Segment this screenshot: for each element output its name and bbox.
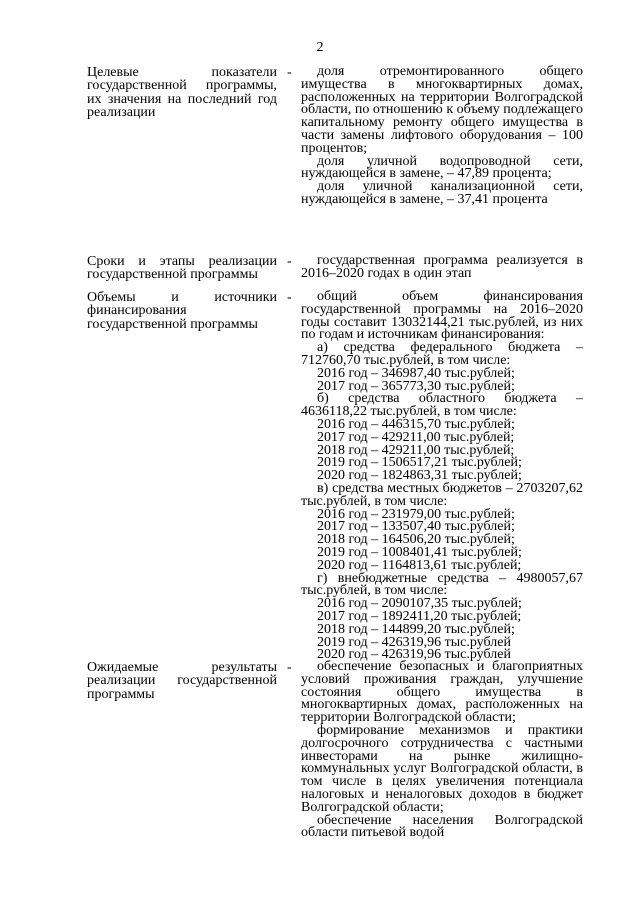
section-label: Сроки и этапы реализации государственной программы bbox=[87, 254, 277, 283]
section-label: Объемы и источники финансирования государственной программы bbox=[87, 290, 277, 332]
section-body bbox=[301, 255, 583, 281]
funding-year-line: 2016 год – 2090107,35 тыс.рублей; bbox=[317, 596, 522, 612]
funding-year-line: 2019 год – 1008401,41 тыс.рублей; bbox=[317, 544, 522, 560]
separator-dash: - bbox=[287, 254, 292, 269]
section-paragraph: общий объем финансирования государственной программы на 2016–2020 годы составит 13032144,21 тыс.рублей, из них по годам и источникам финансирования: bbox=[301, 289, 583, 343]
funding-year-line: 2020 год – 1164813,61 тыс.рублей; bbox=[317, 557, 522, 573]
funding-year-line: 2017 год – 365773,30 тыс.рублей; bbox=[317, 378, 515, 394]
section-body bbox=[301, 661, 583, 840]
separator-dash: - bbox=[287, 290, 292, 305]
section-paragraph: формирование механизмов и практики долгосрочного сотрудничества с частными инвесторами на рынке жилищно-коммунальных услуг Волгоградской области, в том числе в целях увеличения потенциала налоговых и неналоговых доходов в бюджет Волгоградской области; bbox=[301, 722, 583, 815]
section-paragraph: г) внебюджетные средства – 4980057,67 тыс.рублей, в том числе: bbox=[301, 570, 583, 599]
funding-year-line: 2017 год – 1892411,20 тыс.рублей; bbox=[317, 608, 522, 624]
section-funding bbox=[87, 289, 583, 663]
section-paragraph: обеспечение безопасных и благоприятных условий проживания граждан, улучшение состояния общего имущества в многоквартирных домах, расположенных на территории Волгоградской области; bbox=[301, 659, 583, 726]
separator-dash: - bbox=[287, 660, 292, 675]
funding-year-line: 2019 год – 426319,96 тыс.рублей bbox=[317, 634, 511, 650]
section-paragraph: доля отремонтированного общего имущества в многоквартирных домах, расположенных на территории Волгоградской области, по отношению к объему подлежащего капитальному ремонту общего имущества в части замены лифтового оборудования – 100 процентов; bbox=[301, 64, 583, 156]
section-label: Целевые показатели государственной программы, их значения на последний год реализации bbox=[87, 65, 277, 121]
section-label: Ожидаемые результаты реализации государственной программы bbox=[87, 660, 277, 702]
funding-year-line: 2016 год – 231979,00 тыс.рублей; bbox=[317, 506, 515, 522]
section-paragraph: обеспечение населения Волгоградской области питьевой водой bbox=[301, 812, 583, 841]
section-paragraph: а) средства федерального бюджета – 712760,70 тыс.рублей, в том числе: bbox=[301, 340, 583, 368]
page-number: 2 bbox=[316, 40, 324, 55]
funding-year-line: 2018 год – 429211,00 тыс.рублей; bbox=[317, 442, 515, 458]
section-body bbox=[301, 66, 583, 207]
section-paragraph: в) средства местных бюджетов – 2703207,62 тыс.рублей, в том числе: bbox=[301, 480, 583, 509]
funding-year-line: 2018 год – 164506,20 тыс.рублей; bbox=[317, 532, 515, 548]
funding-year-line: 2020 год – 1824863,31 тыс.рублей; bbox=[317, 468, 522, 484]
section-paragraph: доля уличной канализационной сети, нуждающейся в замене, – 37,41 процента bbox=[301, 179, 583, 207]
funding-year-line: 2017 год – 133507,40 тыс.рублей; bbox=[317, 519, 515, 535]
separator-dash: - bbox=[287, 65, 292, 80]
section-paragraph: государственная программа реализуется в 2016–2020 годах в один этап bbox=[301, 253, 583, 281]
funding-year-line: 2017 год – 429211,00 тыс.рублей; bbox=[317, 429, 515, 445]
funding-year-line: 2019 год – 1506517,21 тыс.рублей; bbox=[317, 455, 522, 471]
section-body bbox=[301, 291, 583, 662]
funding-year-line: 2016 год – 346987,40 тыс.рублей; bbox=[317, 365, 515, 381]
funding-year-line: 2016 год – 446315,70 тыс.рублей; bbox=[317, 416, 515, 432]
section-expected-results bbox=[87, 661, 583, 871]
section-terms-stages bbox=[87, 255, 583, 285]
section-target-indicators bbox=[87, 66, 583, 246]
funding-year-line: 2020 год – 426319,96 тыс.рублей bbox=[317, 647, 511, 663]
funding-year-line: 2018 год – 144899,20 тыс.рублей; bbox=[317, 621, 515, 637]
section-paragraph: б) средства областного бюджета – 4636118,22 тыс.рублей, в том числе: bbox=[301, 391, 583, 420]
section-paragraph: доля уличной водопроводной сети, нуждающейся в замене, – 47,89 процента; bbox=[301, 153, 583, 182]
